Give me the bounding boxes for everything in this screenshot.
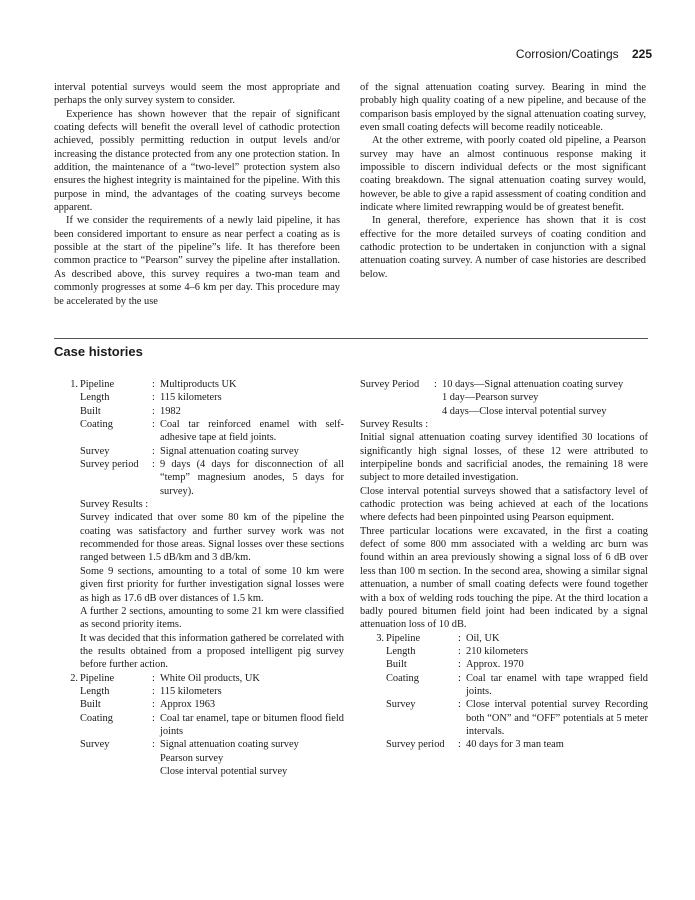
case-field: Built : Approx. 1970	[360, 658, 648, 671]
field-colon: :	[152, 379, 155, 390]
case-field: Length : 115 kilometers	[54, 685, 344, 698]
case-field: Survey : Signal attenuation coating survey	[54, 445, 344, 458]
field-label: Survey	[80, 739, 110, 751]
results-label: Survey Results :	[80, 499, 149, 511]
body-column-right	[360, 81, 646, 281]
body-column-left	[54, 81, 340, 308]
field-label: Survey Period	[360, 379, 420, 390]
field-value: Signal attenuation coating survey	[160, 445, 299, 457]
field-value: 1 day—Pearson survey	[442, 392, 539, 404]
case-field: Coating : Coal tar reinforced enamel with self-adhesive tape at field joints.	[80, 419, 344, 444]
field-value: 9 days (4 days for disconnection of all “temp” magnesium anodes, 5 days for survey).	[160, 459, 344, 497]
field-label: Survey period	[386, 739, 445, 751]
field-label: Coating	[80, 712, 113, 724]
section-heading: Case histories	[54, 344, 143, 359]
field-label: Length	[80, 392, 110, 404]
result-paragraph: Some 9 sections, amounting to a total of some 10 km were given first priority for further investigation signal losses were as high as 17.6 dB over distances of 1.5 km.	[80, 565, 344, 604]
case-field: Length : 115 kilometers	[54, 391, 344, 404]
case-field: Survey : Signal attenuation coating survey Pearson survey Close interval potential survey	[80, 739, 299, 777]
result-paragraph: Three particular locations were excavated, in the first a coating defect of some 800 mm associated with a welding arc burn was found within an area previously showing a signal loss of 6 dB over less than 100 m section. In the second area, showing a similar signal attenuation, a number of small coating defects were found together with a box of welding rods touching the pipe. At the third location a badly poured bitumen field joint had been indicated by a signal attenuation loss of 10 dB.	[360, 525, 648, 631]
field-label: Survey	[80, 445, 110, 457]
paragraph: of the signal attenuation coating survey. Bearing in mind the probably high quality coating of a new pipeline, and because of the comparison basis employed by the signal attenuation coating survey, even small coating defects will become readily noticeable.	[360, 82, 646, 134]
field-label: Built	[80, 405, 101, 417]
field-value: Close interval potential survey Recording both “ON” and “OFF” potentials at 5 meter intervals.	[466, 699, 648, 737]
paragraph: If we consider the requirements of a newly laid pipeline, it has been considered important to ensure as near perfect a coating as is possible at the start of the pipeline”s life. It has therefore been common practice to “Pearson” survey the pipeline after installation. As described above, this survey requires a two-man team and commonly progresses at some 4–6 km per day. This procedure may be accelerated by the use	[54, 215, 340, 307]
result-paragraph: It was decided that this information gathered be correlated with the results obtained from a proposed intelligent pig survey before further action.	[80, 632, 344, 671]
result-paragraph: Survey indicated that over some 80 km of the pipeline the coating was satisfactory and further survey work was not recommended for those areas. Signal losses over these sections ranged between 1.5 dB/km and 3 dB/km.	[80, 512, 344, 564]
field-label: Survey period	[80, 459, 139, 471]
field-value: Close interval potential survey	[160, 765, 288, 777]
case-number: 1.	[70, 379, 78, 390]
field-value: Coal tar enamel, tape or bitumen flood field joints	[160, 712, 344, 737]
paragraph: interval potential surveys would seem the most appropriate and perhaps the only survey system to consider.	[54, 82, 340, 107]
field-label: Pipeline	[80, 672, 115, 684]
field-value: White Oil products, UK	[160, 672, 260, 684]
field-value: Approx. 1970	[466, 659, 524, 671]
field-value: 10 days—Signal attenuation coating survey	[442, 379, 624, 390]
field-value: Coal tar reinforced enamel with self-adhesive tape at field joints.	[160, 419, 344, 444]
case-field: 2. Pipeline : White Oil products, UK	[54, 672, 344, 685]
case-field: Survey Period : 10 days—Signal attenuation coating survey 1 day—Pearson survey 4 days—Close interval potential survey	[360, 379, 624, 417]
section-title: Corrosion/Coatings	[515, 47, 619, 61]
field-value: 115 kilometers	[160, 685, 222, 697]
case-number: 3.	[376, 632, 384, 644]
field-label: Built	[386, 659, 407, 671]
field-value: 40 days for 3 man team	[466, 739, 564, 751]
case-field: Survey : Close interval potential survey Recording both “ON” and “OFF” potentials at 5 meter intervals.	[386, 699, 648, 737]
field-value: 210 kilometers	[466, 645, 529, 657]
case-field: Coating : Coal tar enamel with tape wrapped field joints.	[386, 672, 648, 697]
result-paragraph: Close interval potential surveys showed that a satisfactory level of cathodic protection was being achieved at each of the locations where defects had been pinpointed using Pearson equipment.	[360, 485, 648, 524]
field-value: Signal attenuation coating survey	[160, 739, 299, 751]
section-divider	[54, 338, 648, 339]
field-label: Built	[80, 699, 101, 711]
field-value: Pearson survey	[160, 752, 224, 764]
field-label: Length	[386, 645, 416, 657]
result-paragraph: A further 2 sections, amounting to some 21 km were classified as second priority items.	[80, 605, 344, 631]
paragraph: In general, therefore, experience has shown that it is cost effective for the more detailed surveys of coating condition and cathodic protection to be undertaken in conjunction with a signal attenuation coating survey. A number of case histories are described below.	[360, 215, 646, 280]
case-field: Survey period : 9 days (4 days for disconnection of all “temp” magnesium anodes, 5 days for survey).	[80, 459, 344, 497]
case-field	[54, 378, 344, 391]
case-field: Survey period : 40 days for 3 man team	[360, 738, 648, 751]
case-field: Length : 210 kilometers	[360, 645, 648, 658]
case-field: Built : 1982	[54, 405, 344, 418]
paragraph: At the other extreme, with poorly coated old pipeline, a Pearson survey may have an almost continuous response making it impossible to discern individual defects or the most significant coating breakdown. The signal attenuation coating survey would, however, be able to give a rapid assessment of coating condition and indicate where limited rewrapping would be of greatest benefit.	[360, 135, 646, 214]
field-label: Pipeline	[386, 632, 421, 644]
case-field: 3. Pipeline : Oil, UK	[360, 632, 648, 645]
page-number: 225	[631, 47, 652, 61]
field-value: Approx 1963	[160, 699, 216, 711]
case-field: Coating : Coal tar enamel, tape or bitumen flood field joints	[80, 712, 344, 737]
running-header	[516, 47, 652, 61]
field-value: Oil, UK	[466, 632, 500, 644]
field-label: Pipeline	[80, 379, 115, 390]
field-label: Survey	[386, 699, 416, 711]
result-paragraph: Initial signal attenuation coating survey identified 30 locations of significantly high signal losses, of these 12 were attributed to interpipeline bonds and sacrificial anodes, the remaining 18 were subject to more detailed investigation.	[360, 432, 648, 484]
case-histories-right	[360, 378, 648, 752]
field-value: 1982	[160, 405, 181, 417]
case-number: 2.	[70, 672, 78, 684]
field-value: 4 days—Close interval potential survey	[442, 405, 607, 417]
case-histories-left	[54, 378, 344, 778]
field-label: Length	[80, 685, 110, 697]
field-label: Coating	[386, 672, 419, 684]
field-value: Coal tar enamel with tape wrapped field joints.	[466, 672, 648, 697]
field-value: Multiproducts UK	[160, 379, 237, 390]
results-label: Survey Results :	[360, 419, 429, 431]
paragraph: Experience has shown however that the repair of significant coating defects will benefit the overall level of cathodic protection achieved, possibly permitting reduction in output levels and/or increasing the distance protected from any one protection station. In addition, the maintenance of a “two-level” protection system also ensures the highest integrity is maintained for the pipeline. With this purpose in mind, the advantages of the coating surveys become apparent.	[54, 108, 340, 214]
field-label: Coating	[80, 419, 113, 431]
field-value: 115 kilometers	[160, 392, 222, 404]
case-field: Built : Approx 1963	[54, 698, 344, 711]
